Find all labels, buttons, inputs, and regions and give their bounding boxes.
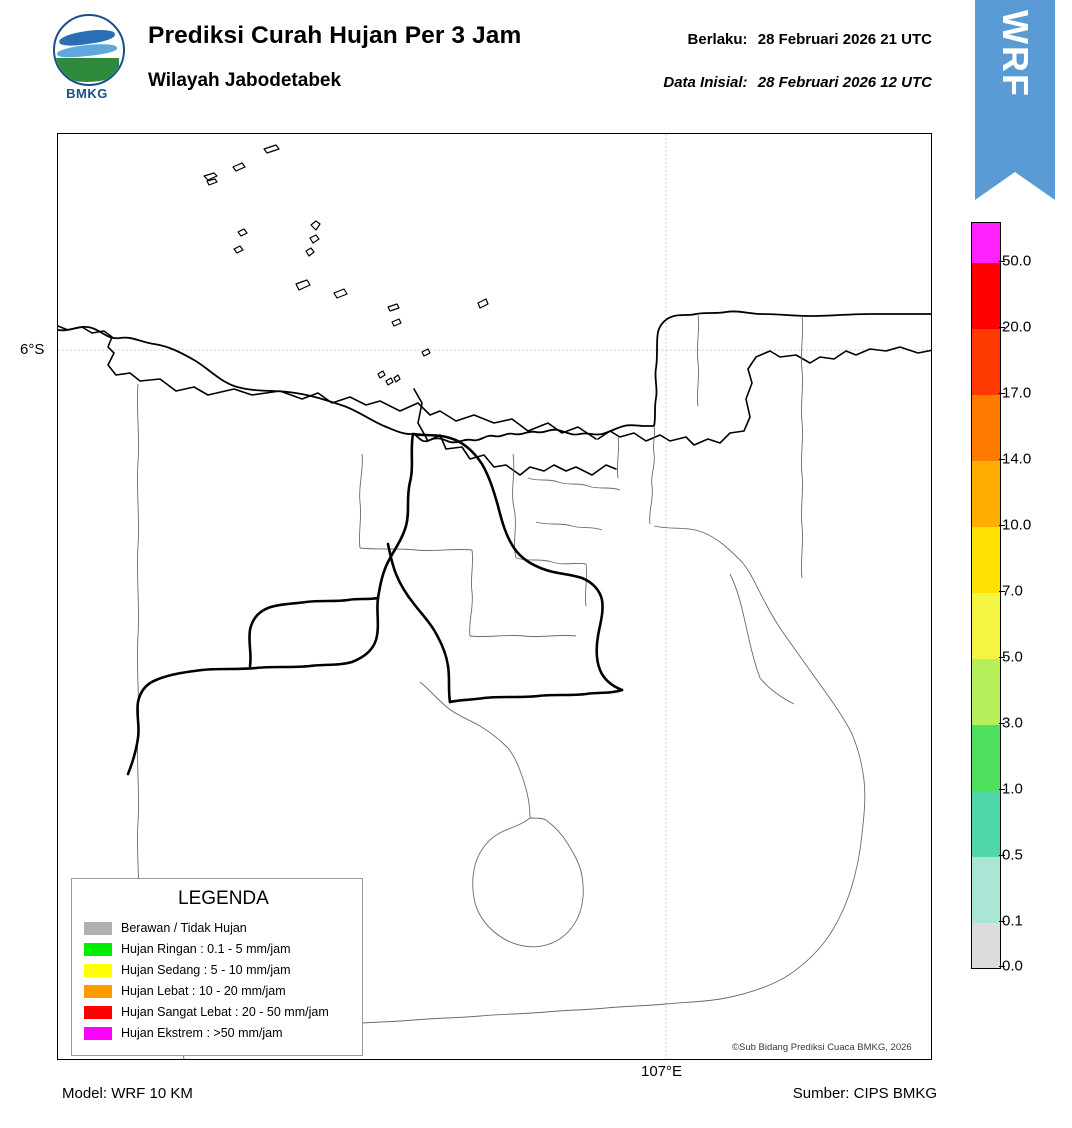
page-subtitle: Wilayah Jabodetabek <box>148 70 342 91</box>
colorbar-seg-4 <box>972 461 1000 527</box>
legend-item-4 <box>84 1004 329 1020</box>
wrf-ribbon-notch <box>975 172 1055 200</box>
legend-item-1 <box>84 941 291 957</box>
lat-axis-label-6s: 6°S <box>20 341 45 358</box>
legend-item-5 <box>84 1025 283 1041</box>
colorbar-tick-10: 10.0 <box>1002 516 1032 534</box>
colorbar <box>971 222 1001 969</box>
legend-label-hujan-sedang: Hujan Sedang : 5 - 10 mm/jam <box>121 963 291 977</box>
colorbar-seg-0 <box>972 223 1000 263</box>
colorbar-seg-3 <box>972 395 1000 461</box>
bmkg-logo <box>47 14 127 100</box>
footer-source: Sumber: CIPS BMKG <box>792 1085 937 1102</box>
colorbar-seg-8 <box>972 725 1000 791</box>
init-time-row <box>663 74 932 91</box>
legend-item-3 <box>84 983 286 999</box>
legend-label-hujan-ekstrem: Hujan Ekstrem : >50 mm/jam <box>121 1026 283 1040</box>
colorbar-tick-00: 0.0 <box>1002 957 1023 975</box>
coastline <box>58 145 931 475</box>
legend-label-berawan: Berawan / Tidak Hujan <box>121 921 247 935</box>
colorbar-tick-1: 1.0 <box>1002 780 1023 798</box>
legend-item-0 <box>84 920 247 936</box>
page-title: Prediksi Curah Hujan Per 3 Jam <box>148 22 522 49</box>
colorbar-seg-5 <box>972 527 1000 593</box>
logo-label: BMKG <box>66 86 108 101</box>
legend-swatch-hujan-ringan <box>84 943 112 956</box>
init-time-label: Data Inisial: <box>663 74 748 91</box>
colorbar-tick-3: 3.0 <box>1002 714 1023 732</box>
legend-label-hujan-ringan: Hujan Ringan : 0.1 - 5 mm/jam <box>121 942 291 956</box>
map-credit: ©Sub Bidang Prediksi Cuaca BMKG, 2026 <box>732 1042 912 1053</box>
legend-title: LEGENDA <box>178 888 269 909</box>
legend-box <box>71 878 363 1056</box>
colorbar-tick-50: 50.0 <box>1002 252 1032 270</box>
wrf-ribbon <box>975 0 1055 200</box>
legend-swatch-hujan-sangat-lebat <box>84 1006 112 1019</box>
logo-ring <box>53 14 125 86</box>
valid-time-value: 28 Februari 2026 21 UTC <box>757 31 932 48</box>
colorbar-tick-20: 20.0 <box>1002 318 1032 336</box>
colorbar-seg-6 <box>972 593 1000 659</box>
colorbar-tick-14: 14.0 <box>1002 450 1032 468</box>
legend-swatch-berawan <box>84 922 112 935</box>
colorbar-seg-2 <box>972 329 1000 395</box>
legend-swatch-hujan-sedang <box>84 964 112 977</box>
map-panel[interactable] <box>57 133 932 1060</box>
legend-item-2 <box>84 962 291 978</box>
colorbar-tick-7: 7.0 <box>1002 582 1023 600</box>
legend-label-hujan-lebat: Hujan Lebat : 10 - 20 mm/jam <box>121 984 286 998</box>
colorbar-tick-05: 0.5 <box>1002 846 1023 864</box>
admin-boundary-thick <box>128 434 622 774</box>
colorbar-tick-17: 17.0 <box>1002 384 1032 402</box>
wrf-ribbon-label: WRF <box>995 10 1036 98</box>
valid-time-row <box>688 31 932 48</box>
colorbar-seg-7 <box>972 659 1000 725</box>
logo-green-arc <box>55 58 119 82</box>
valid-time-label: Berlaku: <box>687 31 748 48</box>
lon-axis-label-107e: 107°E <box>641 1063 683 1080</box>
page-header <box>0 0 1072 118</box>
colorbar-seg-11 <box>972 923 1000 968</box>
init-time-value: 28 Februari 2026 12 UTC <box>757 74 932 91</box>
legend-swatch-hujan-lebat <box>84 985 112 998</box>
colorbar-tick-5: 5.0 <box>1002 648 1023 666</box>
wrf-ribbon-text-wrap <box>975 10 1055 170</box>
colorbar-tick-01: 0.1 <box>1002 912 1023 930</box>
colorbar-seg-1 <box>972 263 1000 329</box>
legend-label-hujan-sangat-lebat: Hujan Sangat Lebat : 20 - 50 mm/jam <box>121 1005 329 1019</box>
legend-swatch-hujan-ekstrem <box>84 1027 112 1040</box>
colorbar-seg-10 <box>972 857 1000 923</box>
colorbar-seg-9 <box>972 791 1000 857</box>
footer-model: Model: WRF 10 KM <box>62 1085 193 1102</box>
